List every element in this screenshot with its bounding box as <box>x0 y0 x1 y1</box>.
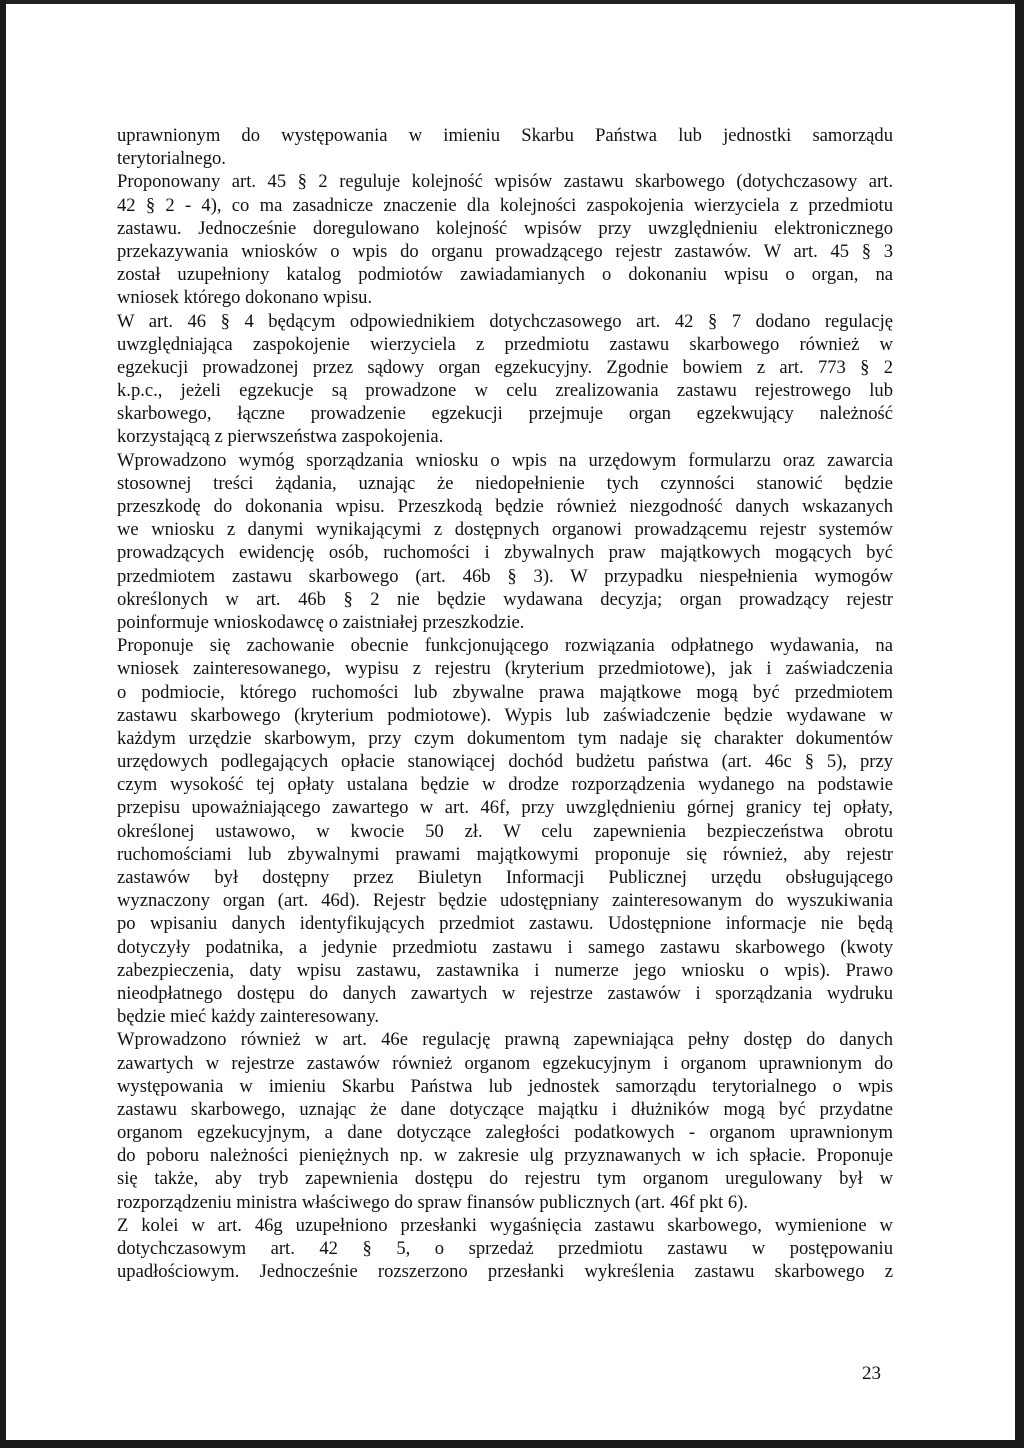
text-line: zastawu skarbowego, uznając że dane dotyczące majątku i dłużników mogą być przydatne <box>117 1098 893 1120</box>
text-line: Wprowadzono również w art. 46e regulację prawną zapewniająca pełny dostęp do danych <box>117 1029 893 1051</box>
scan-border-left <box>0 0 6 1448</box>
text-line: urzędowych podlegających opłacie stanowiącej dochód budżetu państwa (art. 46c § 5), przy <box>117 751 893 773</box>
text-line: rozporządzeniu ministra właściwego do spraw finansów publicznych (art. 46f pkt 6). <box>117 1191 748 1213</box>
text-line: wyznaczony organ (art. 46d). Rejestr będzie udostępniany zainteresowanym do wyszukiwania <box>117 890 893 912</box>
text-line: poinformuje wnioskodawcę o zaistniałej przeszkodzie. <box>117 611 525 633</box>
scan-border-top <box>0 0 1024 4</box>
text-line: nieodpłatnego dostępu do danych zawartych w rejestrze zastawów i sporządzania wydruku <box>117 982 893 1004</box>
text-line: ruchomościami lub zbywalnymi prawami majątkowymi proponuje się również, aby rejestr <box>117 843 893 865</box>
scan-border-bottom <box>0 1440 1024 1448</box>
text-line: do poboru należności pieniężnych np. w zakresie ulg przyznawanych w ich spłacie. Proponuje <box>117 1145 893 1167</box>
text-line: dotyczyły podatnika, a jedynie przedmiotu zastawu i samego zastawu skarbowego (kwoty <box>117 936 893 958</box>
text-line: korzystającą z pierwszeństwa zaspokojenia. <box>117 426 444 448</box>
text-line: skarbowego, łączne prowadzenie egzekucji przejmuje organ egzekwujący należność <box>117 403 893 425</box>
text-line: występowania w imieniu Skarbu Państwa lub jednostek samorządu terytorialnego o wpis <box>117 1075 893 1097</box>
text-line: zastawu skarbowego (kryterium podmiotowe). Wypis lub zaświadczenie będzie wydawane w <box>117 704 893 726</box>
text-line: określonej ustawowo, w kwocie 50 zł. W celu zapewnienia bezpieczeństwa obrotu <box>117 820 893 842</box>
text-line: określonych w art. 46b § 2 nie będzie wydawana decyzja; organ prowadzący rejestr <box>117 588 893 610</box>
text-line: Wprowadzono wymóg sporządzania wniosku o wpis na urzędowym formularzu oraz zawarcia <box>117 449 893 471</box>
text-line: upadłościowym. Jednocześnie rozszerzono przesłanki wykreślenia zastawu skarbowego z <box>117 1261 893 1283</box>
text-line: prowadzących ewidencję osób, ruchomości i zbywalnych praw majątkowych mogących być <box>117 542 893 564</box>
text-line: czym wysokość tej opłaty ustalana będzie w drodze rozporządzenia wydanego na podstawie <box>117 774 893 796</box>
text-line: uwzględniająca zaspokojenie wierzyciela z przedmiotu zastawu skarbowego również w <box>117 333 893 355</box>
text-line: o podmiocie, którego ruchomości lub zbywalne prawa majątkowe mogą być przedmiotem <box>117 681 893 703</box>
text-line: 42 § 2 - 4), co ma zasadnicze znaczenie dla kolejności zaspokojenia wierzyciela z przedmiotu <box>117 194 893 216</box>
text-line: uprawnionym do występowania w imieniu Skarbu Państwa lub jednostki samorządu <box>117 125 893 146</box>
text-line: będzie mieć każdy zainteresowany. <box>117 1006 380 1028</box>
text-line: we wniosku z danymi wynikającymi z dostępnych organowi prowadzącemu rejestr systemów <box>117 519 893 541</box>
text-line: egzekucji prowadzonej przez sądowy organ egzekucyjny. Zgodnie bowiem z art. 773 § 2 <box>117 356 893 378</box>
text-line: Proponowany art. 45 § 2 reguluje kolejność wpisów zastawu skarbowego (dotychczasowy art. <box>117 171 893 193</box>
page-number: 23 <box>862 1363 881 1384</box>
text-line: się także, aby tryb zapewnienia dostępu do rejestru tym organom uregulowany był w <box>117 1168 893 1190</box>
text-line: przekazywania wniosków o wpis do organu prowadzącego rejestr zastawów. W art. 45 § 3 <box>117 240 893 262</box>
text-line: dotychczasowym art. 42 § 5, o sprzedaż przedmiotu zastawu w postępowaniu <box>117 1238 893 1259</box>
text-line: został uzupełniony katalog podmiotów zawiadamianych o dokonaniu wpisu o organ, na <box>117 264 893 286</box>
text-line: zabezpieczenia, daty wpisu zastawu, zastawnika i numerze jego wniosku o wpis). Prawo <box>117 959 893 981</box>
text-line: zastawu. Jednocześnie doregulowano kolejność wpisów przy uwzględnieniu elektronicznego <box>117 217 893 239</box>
scan-border-right <box>1015 0 1024 1448</box>
text-line: wniosek którego dokonano wpisu. <box>117 287 373 309</box>
text-line: po wpisaniu danych identyfikujących przedmiot zastawu. Udostępnione informacje nie będą <box>117 913 893 935</box>
text-line: przepisu upoważniającego zawartego w art. 46f, przy uwzględnieniu górnej granicy tej opłaty, <box>117 797 893 819</box>
text-line: W art. 46 § 4 będącym odpowiednikiem dotychczasowego art. 42 § 7 dodano regulację <box>117 310 893 332</box>
text-line: wniosek zainteresowanego, wypisu z rejestru (kryterium przedmiotowe), jak i zaświadczenia <box>117 658 893 680</box>
text-line: stosownej treści żądania, uznając że niedopełnienie tych czynności stanowić będzie <box>117 472 893 494</box>
text-line: Proponuje się zachowanie obecnie funkcjonującego rozwiązania odpłatnego wydawania, na <box>117 635 893 657</box>
text-line: Z kolei w art. 46g uzupełniono przesłanki wygaśnięcia zastawu skarbowego, wymienione w <box>117 1214 893 1236</box>
text-line: przeszkodę do dokonania wpisu. Przeszkodą będzie również niezgodność danych wskazanych <box>117 496 893 517</box>
text-line: k.p.c., jeżeli egzekucje są prowadzone w celu zrealizowania zastawu rejestrowego lub <box>117 380 893 402</box>
text-line: terytorialnego. <box>117 148 226 170</box>
text-line: każdym urzędzie skarbowym, przy czym dokumentom tym nadaje się charakter dokumentów <box>117 727 893 749</box>
text-line: zawartych w rejestrze zastawów również organom egzekucyjnym i organom uprawnionym do <box>117 1052 893 1074</box>
document-body <box>117 124 893 1283</box>
text-line: organom egzekucyjnym, a dane dotyczące zaległości podatkowych - organom uprawnionym <box>117 1122 893 1144</box>
text-line: przedmiotem zastawu skarbowego (art. 46b § 3). W przypadku niespełnienia wymogów <box>117 565 893 587</box>
text-line: zastawów był dostępny przez Biuletyn Informacji Publicznej urzędu obsługującego <box>117 867 893 888</box>
